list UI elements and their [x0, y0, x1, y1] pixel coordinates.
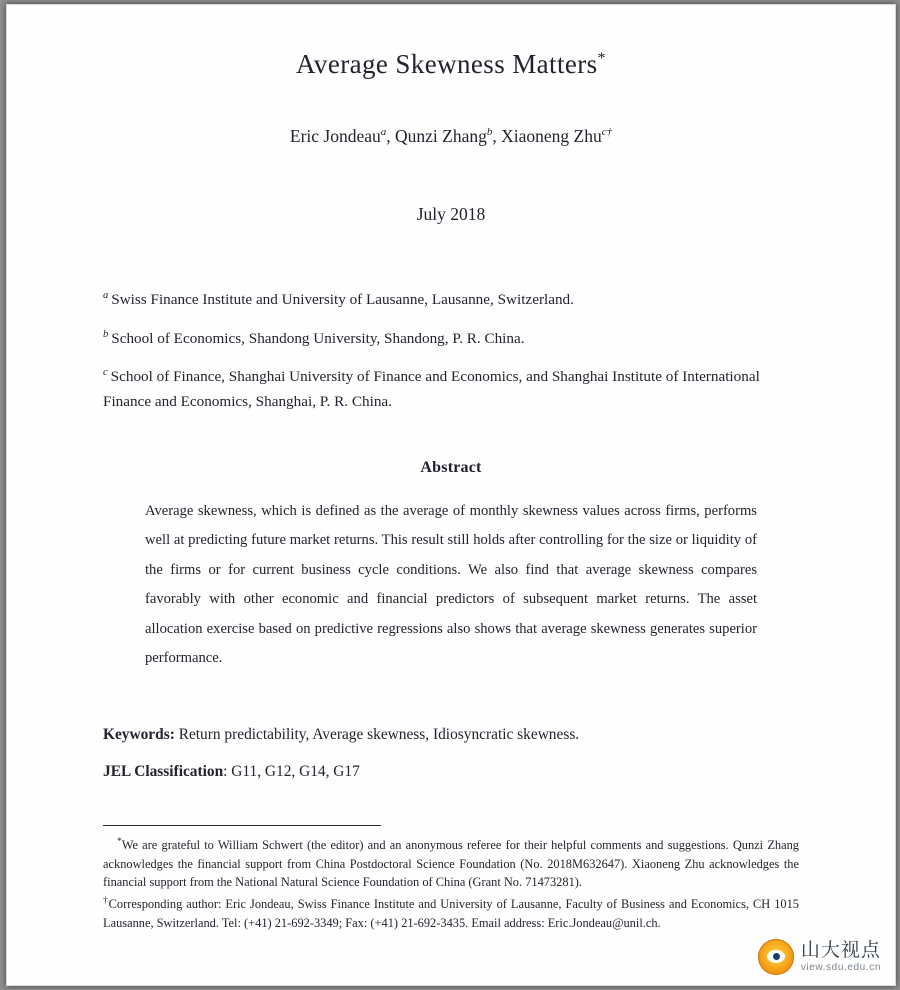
footnote-rule: [103, 825, 381, 826]
watermark-title: 山大视点: [800, 940, 881, 962]
author-mark-2: b: [486, 126, 493, 139]
keywords-line: [103, 716, 799, 754]
jel-value: : G11, G12, G14, G17: [223, 763, 360, 781]
author-name-1: Eric Jondeau: [289, 126, 381, 146]
watermark: [758, 939, 881, 975]
author-name-3: Xiaoneng Zhu: [501, 126, 602, 146]
jel-line: [103, 753, 799, 791]
publication-date: July 2018: [416, 204, 486, 224]
affiliation-text-c: School of Finance, Shanghai University of Finance and Economics, and Shanghai Institute of International Finance and Economics, Shanghai, P. R. China.: [103, 368, 760, 411]
abstract-text: Average skewness, which is defined as the average of monthly skewness values across firms, performs well at predicting future market returns. This result still holds after controlling for the size or liquidity of the firms or for current business cycle conditions. We also find that average skewness compares favorably with other economic and financial predictors of subsequent market returns. The asset allocation exercise based on predictive regressions also shows that average skewness generates superior performance.: [145, 502, 757, 667]
page-title: [103, 49, 799, 80]
title-footnote-mark: *: [597, 50, 606, 67]
footnote-mark-2: †: [103, 895, 109, 906]
affiliation-mark-a: a: [103, 290, 109, 301]
affiliation-item: [103, 326, 799, 352]
author-mark-3: c†: [601, 126, 613, 139]
affiliation-mark-b: b: [103, 328, 109, 340]
paper-content: [7, 49, 895, 932]
keywords-label: Keywords:: [103, 725, 175, 743]
affiliation-item: [103, 287, 799, 313]
footnote-text-1: We are grateful to William Schwert (the editor) and an anonymous referee for their helpful comments and suggestions. Qunzi Zhang acknowledges the financial support from China Postdoctoral Science Foundation (No. 2018M632647). Xiaoneng Zhu acknowledges the financial support from the National Natural Science Foundation of China (Grant No. 71473281).: [103, 838, 799, 890]
watermark-text: [801, 941, 881, 973]
affiliation-mark-c: c: [103, 367, 108, 379]
keywords-value: Return predictability, Average skewness, Idiosyncratic skewness.: [178, 725, 580, 743]
abstract-heading: Abstract: [420, 458, 482, 476]
author-list: Eric Jondeau$^a$, Qunzi Zhang$^b$, Xiaoneng Zhu$^{c\dagger}$: [289, 126, 613, 146]
author-name-2: Qunzi Zhang: [395, 126, 487, 146]
jel-label: JEL Classification: [103, 763, 224, 781]
paper-page: [7, 5, 895, 985]
affiliation-text-a: Swiss Finance Institute and University of Lausanne, Lausanne, Switzerland.: [111, 291, 574, 309]
keywords-block: [103, 716, 799, 791]
watermark-url: view.sdu.edu.cn: [800, 961, 881, 973]
affiliation-text-b: School of Economics, Shandong University, Shandong, P. R. China.: [111, 329, 525, 347]
affiliation-item: [103, 364, 799, 414]
footnote-mark-1: *: [117, 836, 122, 847]
footnote-block: [103, 835, 799, 932]
author-mark-1: a: [380, 126, 387, 139]
document-page-shadow: [6, 4, 896, 986]
eye-logo-icon: [758, 939, 794, 975]
footnote-text-2: Corresponding author: Eric Jondeau, Swiss Finance Institute and University of Lausanne, Faculty of Business and Economics, CH 1015 Lausanne, Switzerland. Tel: (+41) 21-692-3349; Fax: (+41) 21-692-3435. Email address: Eric.Jondeau@unil.ch.: [103, 897, 800, 930]
footnote-item-1: [103, 835, 799, 892]
title-text: Average Skewness Matters: [296, 49, 598, 79]
footnote-item-2: [103, 894, 799, 932]
affiliation-list: [103, 287, 799, 415]
